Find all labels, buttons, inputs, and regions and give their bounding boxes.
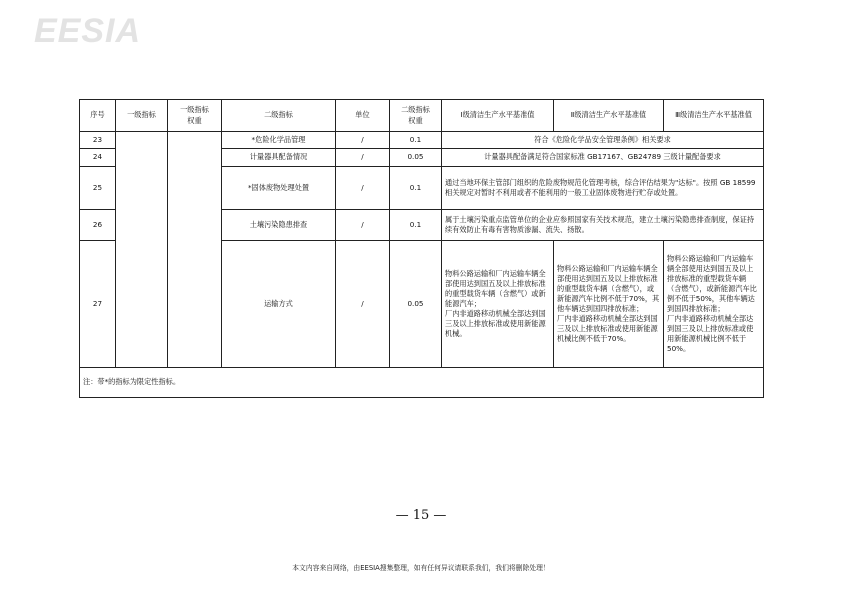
level1-merged-cell bbox=[116, 132, 168, 368]
footer-disclaimer: 本文内容来自网络，由EESIA搜集整理，如有任何异议请联系我们，我们将删除处理！ bbox=[292, 564, 550, 572]
row-unit: / bbox=[336, 167, 390, 210]
row-value: 符合《危险化学品安全管理条例》相关要求 bbox=[442, 132, 764, 149]
row-grade3: 物料公路运输和厂内运输车辆全部使用达到国五及以上排放标准的重型载货车辆（含燃气），或新能源汽车比例不低于50%，其他车辆达到国四排放标准； 厂内非道路移动机械全部达到国三及以上排放标准或使用新能源机械比例不低于50%。 bbox=[664, 241, 764, 368]
row-unit: / bbox=[336, 210, 390, 241]
row-indicator: 计量器具配备情况 bbox=[222, 149, 336, 167]
row-seq: 27 bbox=[80, 241, 116, 368]
row-weight: 0.05 bbox=[390, 241, 442, 368]
row-indicator: 运输方式 bbox=[222, 241, 336, 368]
row-unit: / bbox=[336, 132, 390, 149]
row-seq: 25 bbox=[80, 167, 116, 210]
page-number: — 15 — bbox=[395, 508, 447, 523]
row-seq: 24 bbox=[80, 149, 116, 167]
row-seq: 23 bbox=[80, 132, 116, 149]
row-weight: 0.05 bbox=[390, 149, 442, 167]
header-level1: 一级指标 bbox=[116, 100, 168, 132]
header-level2-weight: 二级指标 权重 bbox=[390, 100, 442, 132]
row-indicator: 土壤污染隐患排查 bbox=[222, 210, 336, 241]
level1-weight-merged-cell bbox=[168, 132, 222, 368]
table-note: 注：带*的指标为限定性指标。 bbox=[80, 368, 764, 398]
row-weight: 0.1 bbox=[390, 210, 442, 241]
table-row bbox=[80, 132, 764, 149]
row-indicator: *危险化学品管理 bbox=[222, 132, 336, 149]
indicator-table bbox=[79, 99, 764, 398]
header-grade1: Ⅰ级清洁生产水平基准值 bbox=[442, 100, 554, 132]
header-grade3: Ⅲ级清洁生产水平基准值 bbox=[664, 100, 764, 132]
row-weight: 0.1 bbox=[390, 132, 442, 149]
header-grade2: Ⅱ级清洁生产水平基准值 bbox=[554, 100, 664, 132]
row-value: 计量器具配备满足符合国家标准 GB17167、GB24789 三级计量配备要求 bbox=[442, 149, 764, 167]
eesia-logo: EESIA bbox=[34, 12, 142, 50]
row-value: 通过当地环保主管部门组织的危险废物规范化管理考核，综合评估结果为"达标"。按照 GB 18599 相关规定对暂时不利用或者不能利用的一般工业固体废物进行贮存或处置。 bbox=[442, 167, 764, 210]
row-unit: / bbox=[336, 241, 390, 368]
row-grade2: 物料公路运输和厂内运输车辆全部使用达到国五及以上排放标准的重型载货车辆（含燃气），或新能源汽车比例不低于70%，其他车辆达到国四排放标准； 厂内非道路移动机械全部达到国三及以上排放标准或使用新能源机械比例不低于70%。 bbox=[554, 241, 664, 368]
row-grade1: 物料公路运输和厂内运输车辆全部使用达到国五及以上排放标准的重型载货车辆（含燃气）或新能源汽车； 厂内非道路移动机械全部达到国三及以上排放标准或使用新能源机械。 bbox=[442, 241, 554, 368]
row-indicator: *固体废物处理处置 bbox=[222, 167, 336, 210]
header-seq: 序号 bbox=[80, 100, 116, 132]
table-note-row bbox=[80, 368, 764, 398]
header-level2: 二级指标 bbox=[222, 100, 336, 132]
row-unit: / bbox=[336, 149, 390, 167]
row-weight: 0.1 bbox=[390, 167, 442, 210]
header-level1-weight: 一级指标 权重 bbox=[168, 100, 222, 132]
row-value: 属于土壤污染重点监管单位的企业应参照国家有关技术规范，建立土壤污染隐患排查制度，保证持续有效防止有毒有害物质渗漏、流失、扬散。 bbox=[442, 210, 764, 241]
row-seq: 26 bbox=[80, 210, 116, 241]
table-header-row bbox=[80, 100, 764, 132]
header-unit: 单位 bbox=[336, 100, 390, 132]
